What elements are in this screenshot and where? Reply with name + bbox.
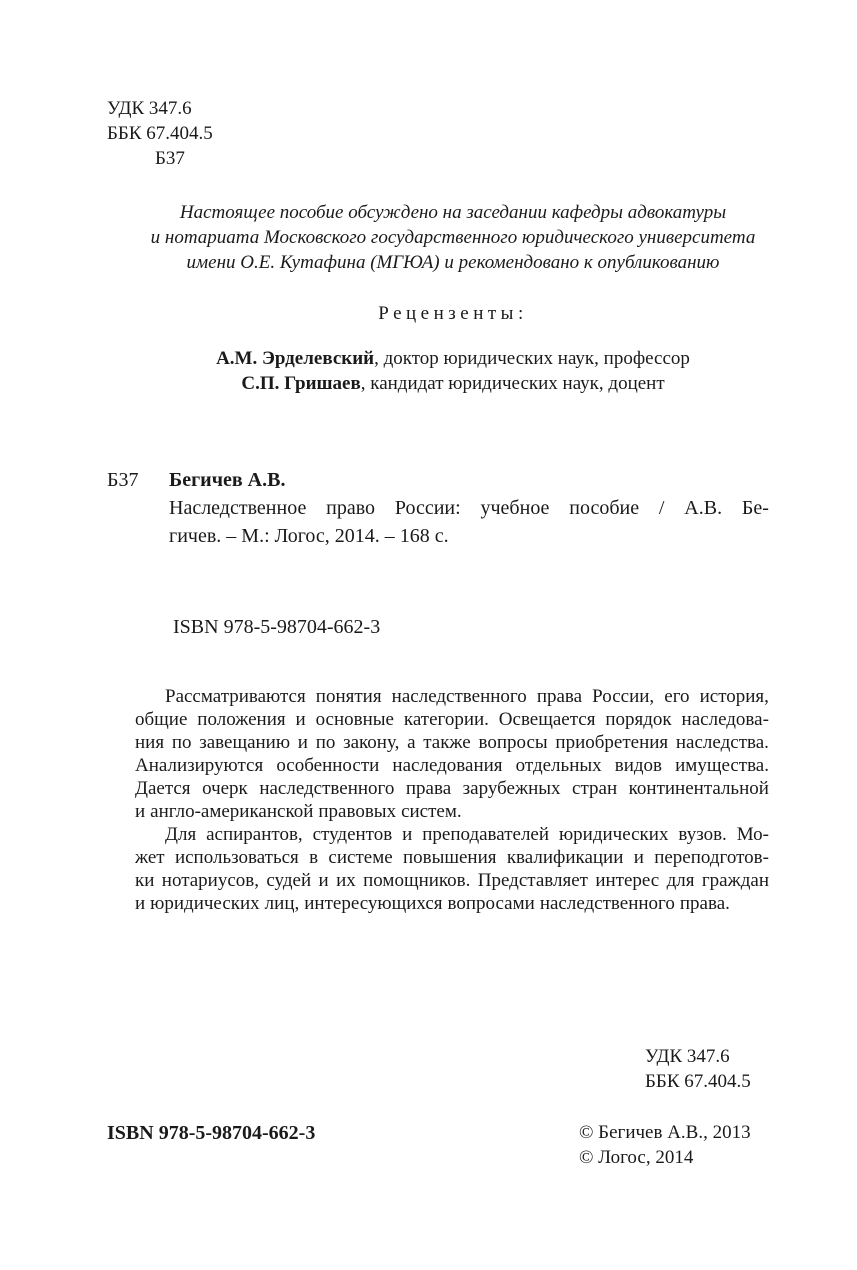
word: Представляет [477, 870, 588, 891]
word: наследования [392, 755, 503, 776]
word: в [309, 847, 319, 868]
abstract-paragraph-1 [135, 685, 769, 823]
word: завещанию [199, 732, 291, 753]
reviewer-name: С.П. Гришаев [241, 373, 361, 394]
word: юридических [150, 893, 260, 914]
word: вузов. [678, 824, 727, 845]
reviewers-heading: Рецензенты: [378, 303, 528, 324]
word: квалификации [506, 847, 624, 868]
word: континентальной [628, 778, 769, 799]
word: права. [679, 893, 730, 914]
word: нотариусов, [161, 870, 259, 891]
word: и [633, 847, 644, 868]
abstract-line [135, 823, 769, 846]
word: и [402, 824, 413, 845]
isbn-top: ISBN 978-5-98704-662-3 [173, 616, 381, 638]
abstract-line [135, 892, 769, 915]
classification-bottom [645, 1044, 751, 1094]
copyrights [579, 1120, 751, 1170]
copyright-line: © Бегичев А.В., 2013 [579, 1122, 751, 1143]
bibliographic-code: Б37 [107, 469, 139, 491]
word: преподавателей [422, 824, 550, 845]
abstract-line [135, 800, 769, 823]
word: Анализируются [135, 755, 264, 776]
bibliographic-line [169, 494, 769, 522]
word: вопросы [478, 732, 548, 753]
udk-code: УДК 347.6 [645, 1046, 730, 1067]
abstract-line [135, 846, 769, 869]
word: основные [315, 709, 394, 730]
word: англо-американской [150, 801, 314, 822]
word: имущества. [675, 755, 769, 776]
approval-note-line: имени О.Е. Кутафина (МГЮА) и рекомендовано к опубликованию [186, 252, 720, 273]
abstract-line [135, 777, 769, 800]
word: России: [394, 497, 461, 519]
word: право [326, 497, 376, 519]
word: граждан [701, 870, 769, 891]
abstract-line [135, 708, 769, 731]
word: права [536, 686, 583, 707]
approval-note-line: и нотариата Московского государственного юридического университета [150, 227, 756, 248]
copyright-line: © Логос, 2014 [579, 1147, 694, 1168]
word: наследства. [675, 732, 769, 753]
word: порядок [605, 709, 672, 730]
word: Мо- [736, 824, 769, 845]
word: и [297, 732, 308, 753]
word: системе [328, 847, 393, 868]
word: Для [165, 824, 197, 845]
word: стран [572, 778, 618, 799]
word: переподготов- [654, 847, 769, 868]
reviewer-item [100, 346, 806, 371]
word: использоваться [174, 847, 299, 868]
word: по [171, 732, 192, 753]
word: отдельных [515, 755, 602, 776]
word: Дается [135, 778, 191, 799]
word: студентов [312, 824, 393, 845]
word: лиц, [264, 893, 300, 914]
reviewer-details: , доктор юридических наук, профессор [374, 348, 690, 369]
approval-note [100, 200, 806, 275]
word: Наследственное [169, 497, 307, 519]
word: интерес [595, 870, 660, 891]
word: учебное [480, 497, 550, 519]
word: категории. [403, 709, 489, 730]
bibliographic-author: Бегичев А.В. [169, 469, 286, 491]
reviewer-details: , кандидат юридических наук, доцент [360, 373, 665, 394]
word: ки [135, 870, 155, 891]
word: вопросами [447, 893, 535, 914]
approval-note-line: Настоящее пособие обсуждено на заседании кафедры адвокатуры [179, 202, 727, 223]
word: России, [592, 686, 655, 707]
word: общие [135, 709, 188, 730]
word: и [135, 893, 146, 914]
word: аспирантов, [206, 824, 303, 845]
word: и [135, 801, 146, 822]
word: помощников. [363, 870, 471, 891]
word: систем. [401, 801, 462, 822]
word: по [315, 732, 336, 753]
word: понятия [315, 686, 382, 707]
word: интересующихся [304, 893, 443, 914]
word: права [405, 778, 452, 799]
word: его [664, 686, 690, 707]
bibliographic-line: гичев. – М.: Логос, 2014. – 168 с. [169, 525, 449, 547]
word: наследова- [681, 709, 769, 730]
word: юридических [558, 824, 669, 845]
word: ния [135, 732, 165, 753]
abstract-line [135, 731, 769, 754]
abstract-line [135, 869, 769, 892]
reviewers-list [100, 346, 806, 396]
word: наследственного [391, 686, 527, 707]
abstract-line [135, 685, 769, 708]
word: очерк [202, 778, 248, 799]
word: особенности [276, 755, 380, 776]
word: правовых [318, 801, 397, 822]
abstract-paragraph-2 [135, 823, 769, 915]
word: А.В. [684, 497, 723, 519]
word: закону, [343, 732, 400, 753]
word: и [318, 870, 329, 891]
isbn-bottom: ISBN 978-5-98704-662-3 [107, 1122, 316, 1144]
word: Бе- [741, 497, 769, 519]
word: история, [699, 686, 769, 707]
abstract [135, 685, 769, 915]
word: видов [614, 755, 663, 776]
word: приобретения [555, 732, 669, 753]
bibliographic-description [169, 494, 769, 550]
bbk-code: ББК 67.404.5 [645, 1071, 751, 1092]
abstract-line [135, 754, 769, 777]
word: Рассматриваются [165, 686, 306, 707]
word: / [658, 497, 665, 519]
word: и [295, 709, 306, 730]
bbk-code: ББК 67.404.5 [107, 123, 213, 144]
word: положения [197, 709, 286, 730]
reviewer-name: А.М. Эрделевский [216, 348, 375, 369]
word: повышения [402, 847, 497, 868]
word: жет [135, 847, 165, 868]
udk-code: УДК 347.6 [107, 98, 192, 119]
reviewer-item [100, 371, 806, 396]
word: судей [266, 870, 312, 891]
word: пособие [569, 497, 640, 519]
author-mark: Б37 [155, 148, 185, 169]
word: также [423, 732, 471, 753]
word: для [666, 870, 695, 891]
word: наследственного [539, 893, 675, 914]
word: зарубежных [462, 778, 561, 799]
word: наследственного [259, 778, 395, 799]
classification-top [107, 96, 213, 171]
word: их [336, 870, 356, 891]
word: Освещается [498, 709, 596, 730]
word: а [407, 732, 416, 753]
